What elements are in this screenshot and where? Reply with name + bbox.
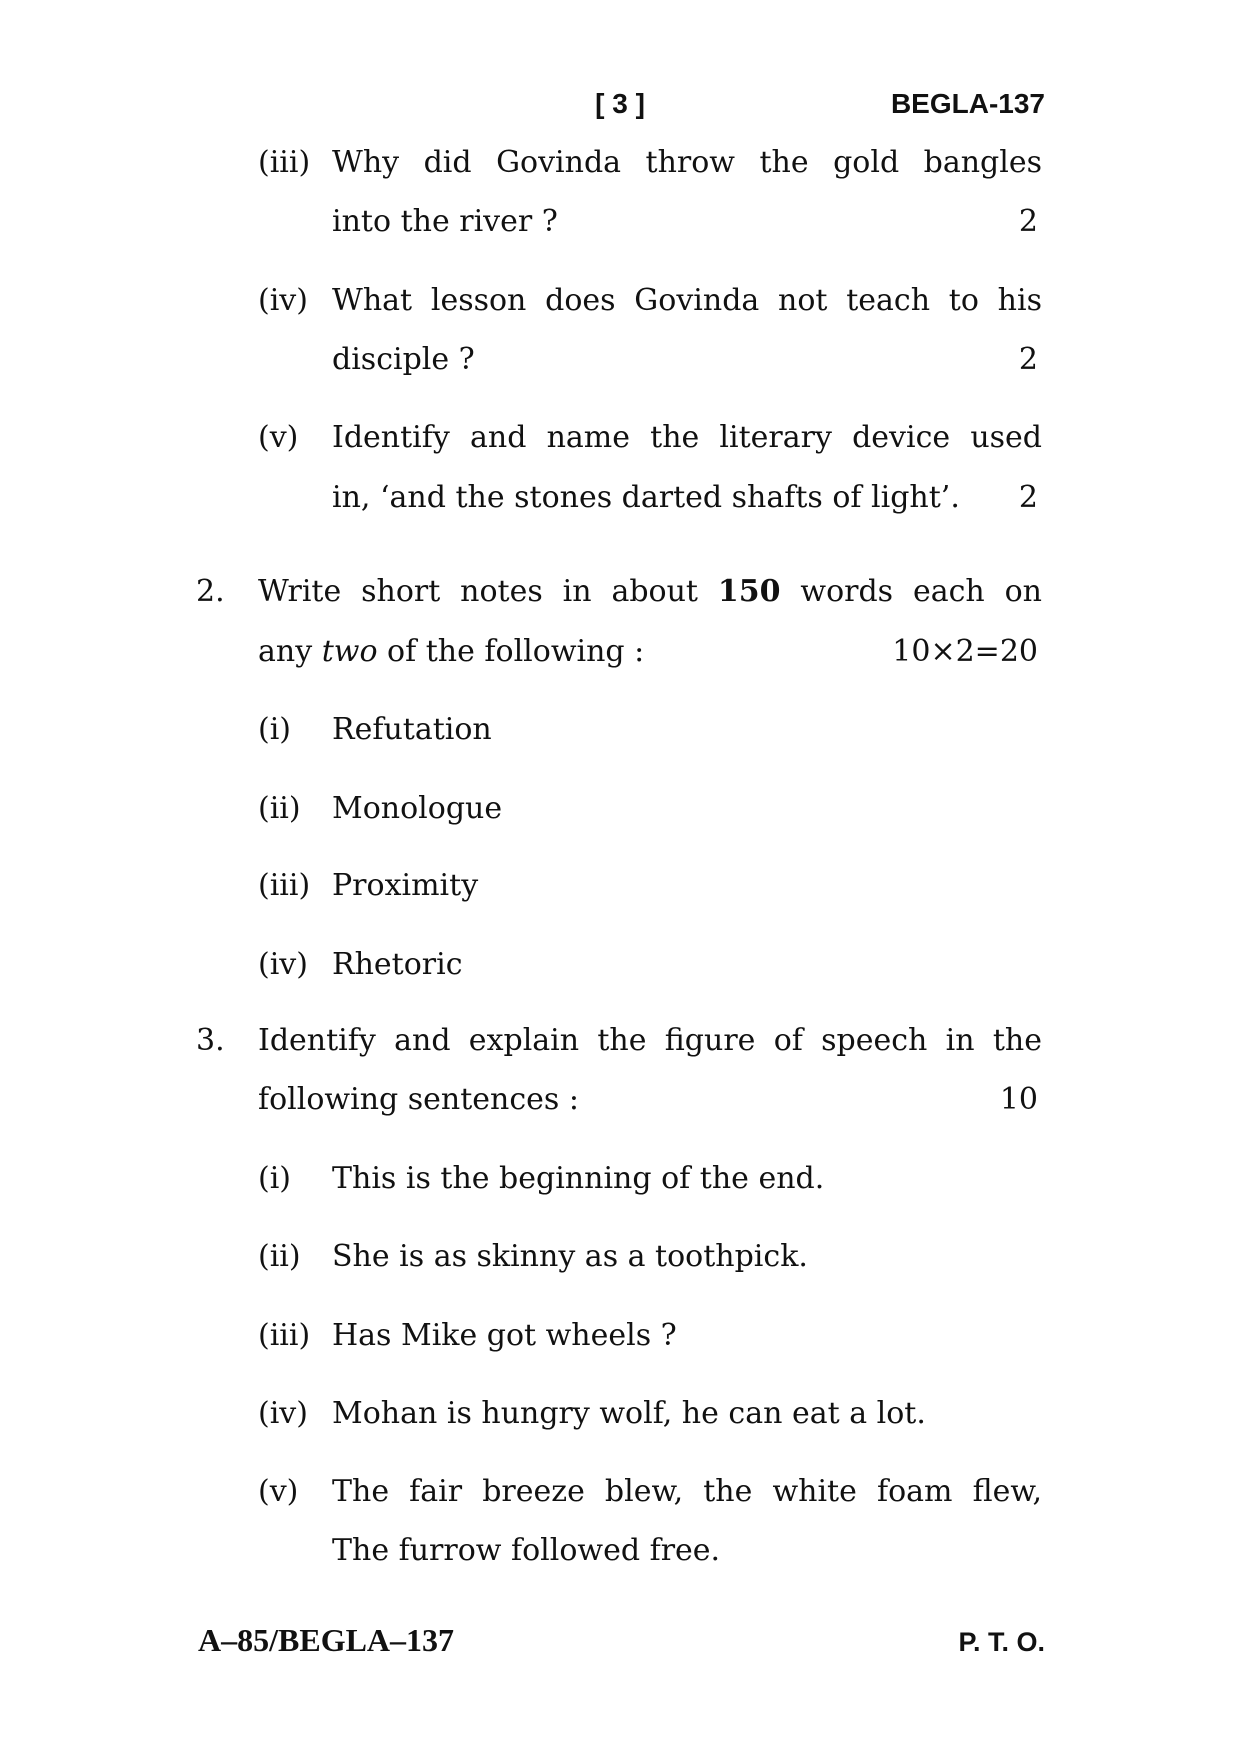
question-text: following sentences : <box>258 1082 579 1117</box>
question-text-part: of the following : <box>387 634 645 669</box>
footer-code: A–85/BEGLA–137 <box>198 1622 455 1658</box>
list-item-label: (iv) <box>258 947 308 982</box>
list-item-label: (v) <box>258 1474 299 1509</box>
question-text <box>258 632 644 672</box>
q1-part-text: Why did Govinda throw the gold bangles <box>332 145 1042 180</box>
list-item: Has Mike got wheels ? <box>332 1318 677 1353</box>
question-text-part: any <box>258 634 313 669</box>
question-text-part: Write short notes in about <box>258 574 698 609</box>
list-item: The furrow followed free. <box>332 1533 721 1568</box>
list-item-label: (iv) <box>258 1396 308 1431</box>
q1-part-marks: 2 <box>1018 204 1038 239</box>
q1-part-label: (iv) <box>258 283 308 318</box>
question-marks: 10 <box>999 1082 1038 1117</box>
q1-part-text: What lesson does Govinda not teach to his <box>332 283 1042 318</box>
list-item: Rhetoric <box>332 947 463 982</box>
list-item: Refutation <box>332 712 492 747</box>
q1-part-text: Identify and name the literary device used <box>332 420 1042 455</box>
question-text-part: words each on <box>800 574 1042 609</box>
word-count: 150 <box>717 574 781 609</box>
q1-part-text: into the river ? <box>332 204 558 239</box>
question-text: Identify and explain the figure of speech in the <box>258 1023 1042 1058</box>
page-number: [ 3 ] <box>595 88 645 119</box>
q1-part-marks: 2 <box>1018 480 1038 515</box>
q1-part-text: disciple ? <box>332 342 475 377</box>
list-item-label: (iii) <box>258 868 311 903</box>
q1-part-label: (v) <box>258 420 299 455</box>
list-item: She is as skinny as a toothpick. <box>332 1239 808 1274</box>
list-item: Proximity <box>332 868 479 903</box>
question-number: 2. <box>196 574 225 609</box>
list-item: Monologue <box>332 791 503 826</box>
q1-part-text: in, ‘and the stones darted shafts of light’. <box>332 480 960 515</box>
emphasis: two <box>321 634 378 669</box>
question-number: 3. <box>196 1023 225 1058</box>
list-item-label: (i) <box>258 712 292 747</box>
list-item: This is the beginning of the end. <box>332 1161 825 1196</box>
question-marks: 10×2=20 <box>892 634 1038 669</box>
list-item: The fair breeze blew, the white foam flew, <box>332 1474 1042 1509</box>
list-item-label: (ii) <box>258 791 301 826</box>
list-item-label: (iii) <box>258 1318 311 1353</box>
list-item: Mohan is hungry wolf, he can eat a lot. <box>332 1396 926 1431</box>
course-code-header: BEGLA-137 <box>890 88 1045 119</box>
please-turn-over: P. T. O. <box>958 1627 1045 1657</box>
list-item-label: (i) <box>258 1161 292 1196</box>
question-text <box>258 572 1042 612</box>
q1-part-marks: 2 <box>1018 342 1038 377</box>
q1-part-label: (iii) <box>258 145 311 180</box>
list-item-label: (ii) <box>258 1239 301 1274</box>
